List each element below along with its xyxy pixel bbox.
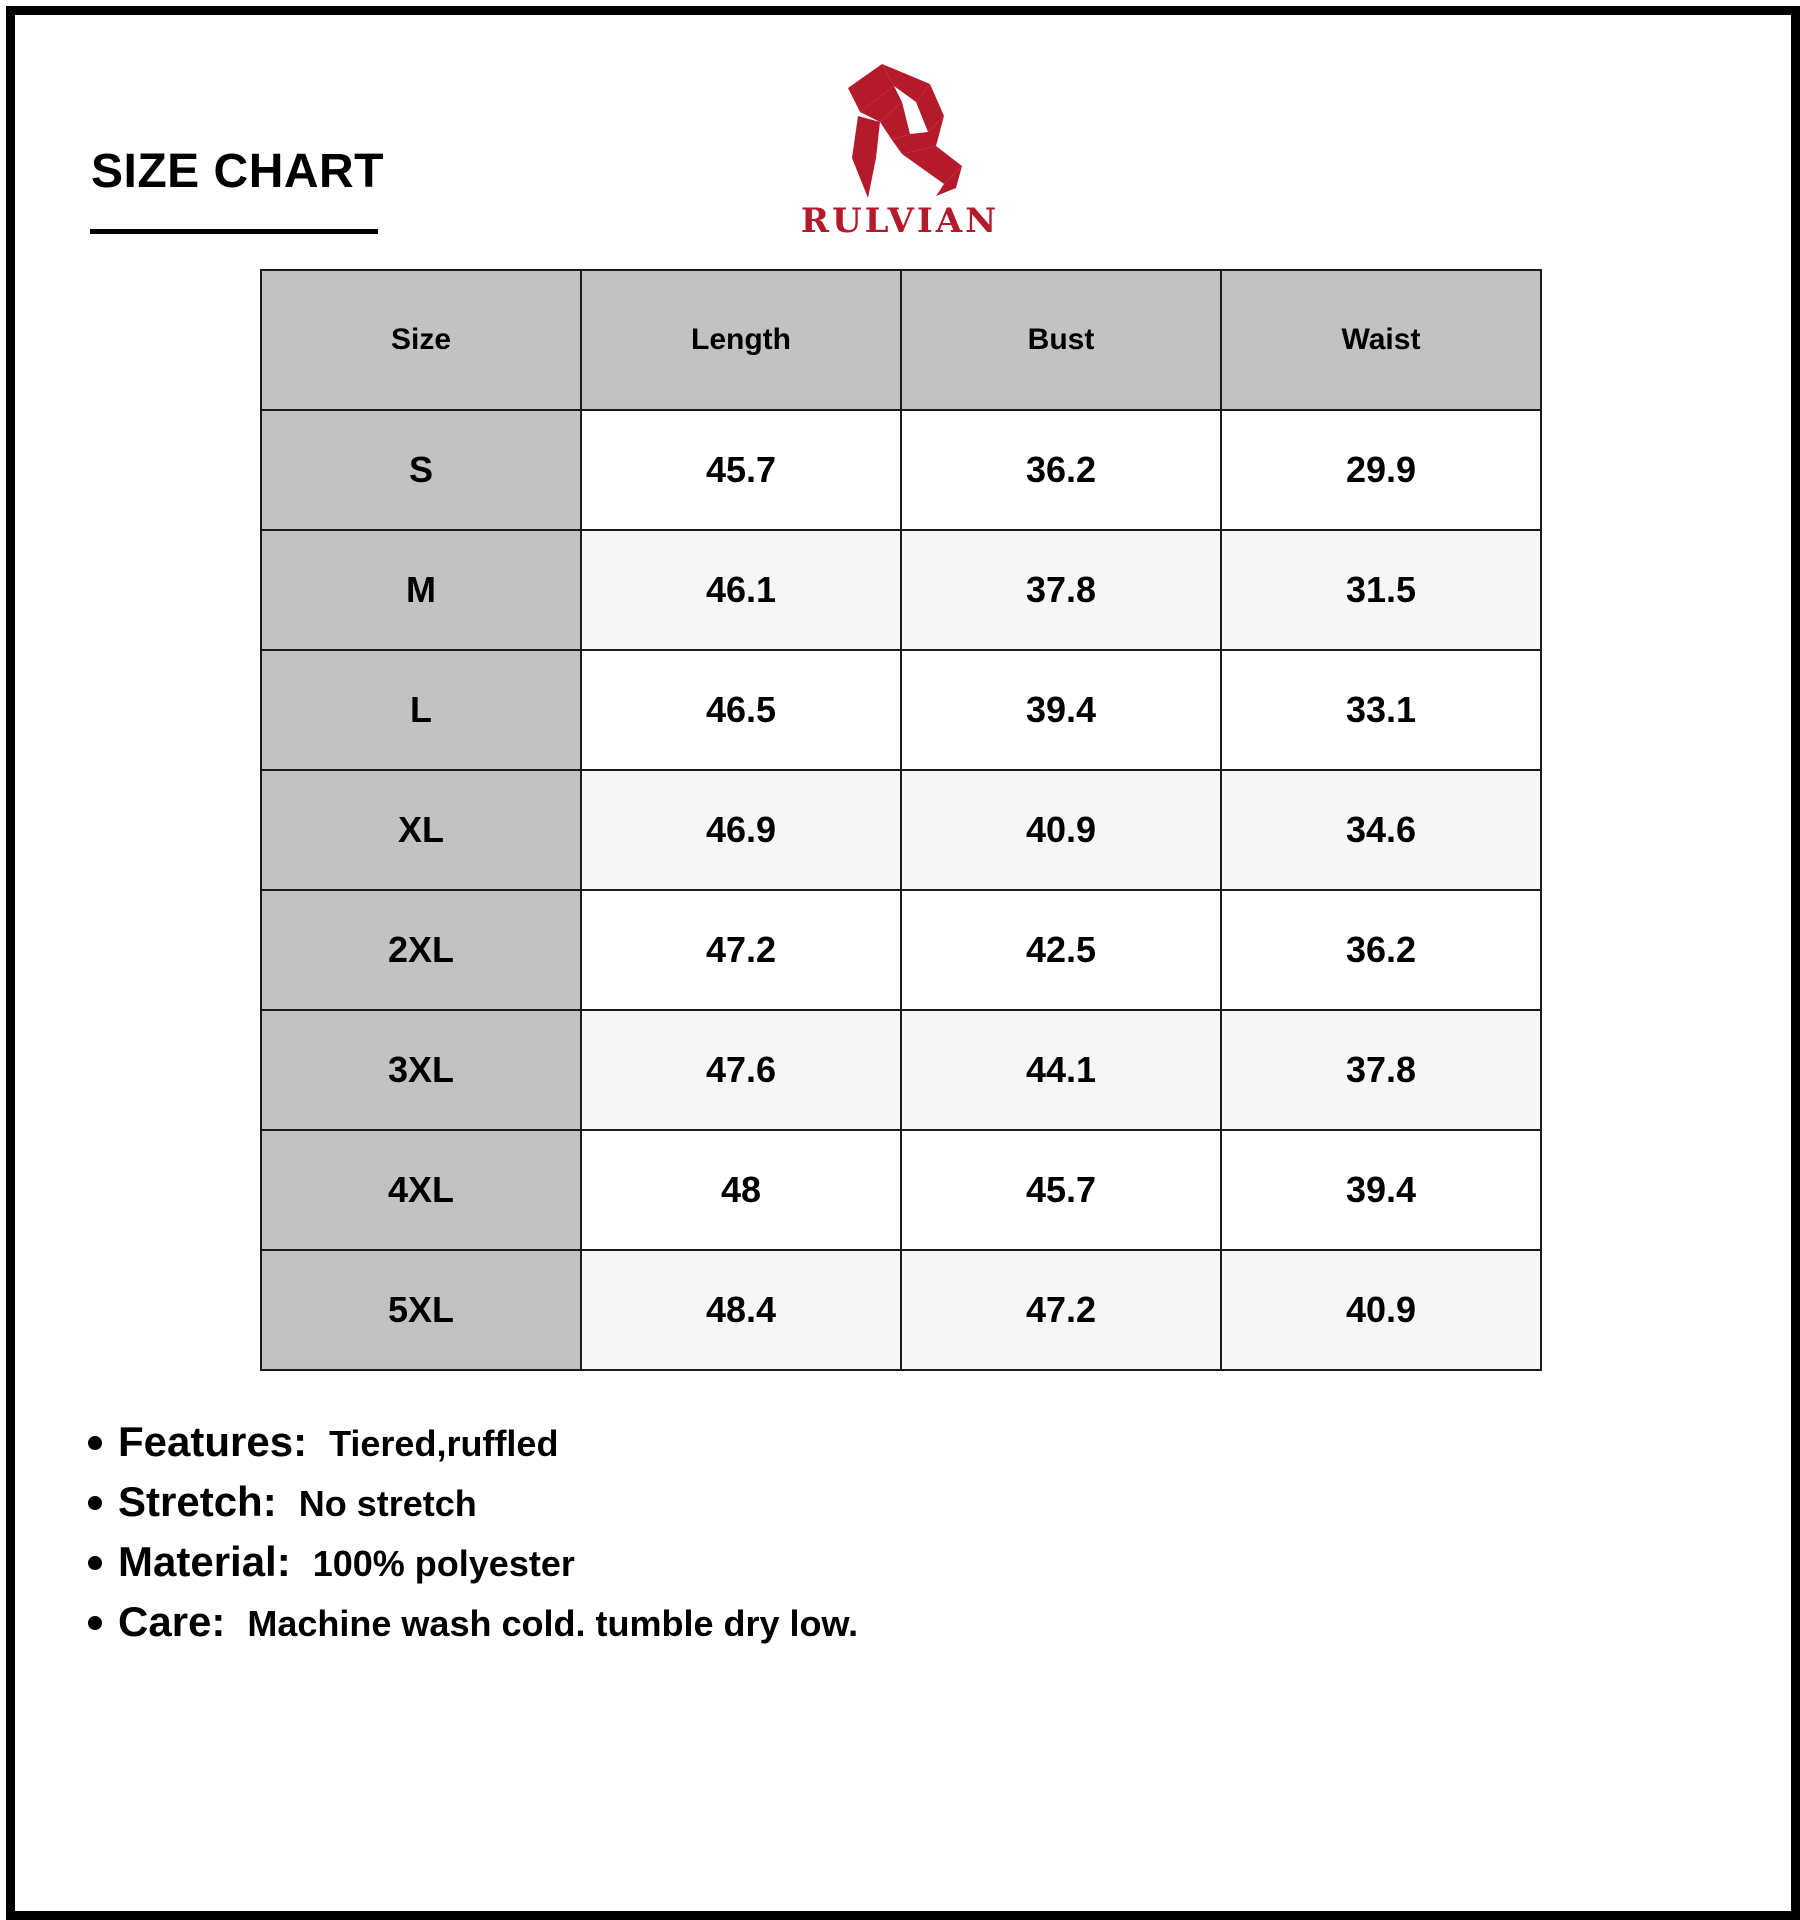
waist-cell: 40.9	[1221, 1250, 1541, 1370]
size-cell: XL	[261, 770, 581, 890]
table-row	[261, 1010, 1541, 1130]
brand-r-mark-icon	[840, 62, 962, 202]
spec-stretch	[88, 1478, 858, 1538]
table-header-row	[261, 270, 1541, 410]
table-row	[261, 530, 1541, 650]
spec-features	[88, 1418, 858, 1478]
page-title: SIZE CHART	[91, 145, 384, 198]
waist-cell: 33.1	[1221, 650, 1541, 770]
spec-value: 100% polyester	[312, 1543, 575, 1584]
size-cell: 3XL	[261, 1010, 581, 1130]
length-cell: 45.7	[581, 410, 901, 530]
size-cell: 2XL	[261, 890, 581, 1010]
size-cell: L	[261, 650, 581, 770]
table-row	[261, 770, 1541, 890]
brand-wordmark: RULVIAN	[800, 201, 1000, 241]
table-row	[261, 1130, 1541, 1250]
length-cell: 46.5	[581, 650, 901, 770]
bust-cell: 39.4	[901, 650, 1221, 770]
spec-label: Stretch:	[118, 1478, 277, 1525]
header-bust: Bust	[901, 270, 1221, 410]
waist-cell: 31.5	[1221, 530, 1541, 650]
table-row	[261, 410, 1541, 530]
spec-label: Material:	[118, 1538, 291, 1585]
length-cell: 46.9	[581, 770, 901, 890]
table-row	[261, 1250, 1541, 1370]
product-specs-list	[88, 1418, 858, 1658]
bust-cell: 44.1	[901, 1010, 1221, 1130]
spec-material	[88, 1538, 858, 1598]
bullet-icon	[88, 1616, 102, 1630]
length-cell: 47.6	[581, 1010, 901, 1130]
bullet-icon	[88, 1496, 102, 1510]
bust-cell: 45.7	[901, 1130, 1221, 1250]
bust-cell: 36.2	[901, 410, 1221, 530]
spec-value: Machine wash cold. tumble dry low.	[247, 1603, 859, 1644]
header-size: Size	[261, 270, 581, 410]
brand-logo	[780, 62, 1020, 252]
waist-cell: 37.8	[1221, 1010, 1541, 1130]
table-row	[261, 890, 1541, 1010]
waist-cell: 29.9	[1221, 410, 1541, 530]
size-cell: M	[261, 530, 581, 650]
spec-value: No stretch	[298, 1483, 477, 1524]
size-cell: S	[261, 410, 581, 530]
size-chart-table	[260, 269, 1542, 1371]
length-cell: 47.2	[581, 890, 901, 1010]
length-cell: 46.1	[581, 530, 901, 650]
waist-cell: 34.6	[1221, 770, 1541, 890]
bust-cell: 42.5	[901, 890, 1221, 1010]
spec-care	[88, 1598, 858, 1658]
bust-cell: 37.8	[901, 530, 1221, 650]
spec-value: Tiered,ruffled	[329, 1423, 559, 1464]
size-cell: 5XL	[261, 1250, 581, 1370]
bust-cell: 47.2	[901, 1250, 1221, 1370]
title-underline	[90, 229, 378, 234]
size-cell: 4XL	[261, 1130, 581, 1250]
bust-cell: 40.9	[901, 770, 1221, 890]
bullet-icon	[88, 1436, 102, 1450]
waist-cell: 36.2	[1221, 890, 1541, 1010]
length-cell: 48.4	[581, 1250, 901, 1370]
header-waist: Waist	[1221, 270, 1541, 410]
table-row	[261, 650, 1541, 770]
length-cell: 48	[581, 1130, 901, 1250]
header-length: Length	[581, 270, 901, 410]
spec-label: Care:	[118, 1598, 226, 1645]
bullet-icon	[88, 1556, 102, 1570]
waist-cell: 39.4	[1221, 1130, 1541, 1250]
spec-label: Features:	[118, 1418, 308, 1465]
